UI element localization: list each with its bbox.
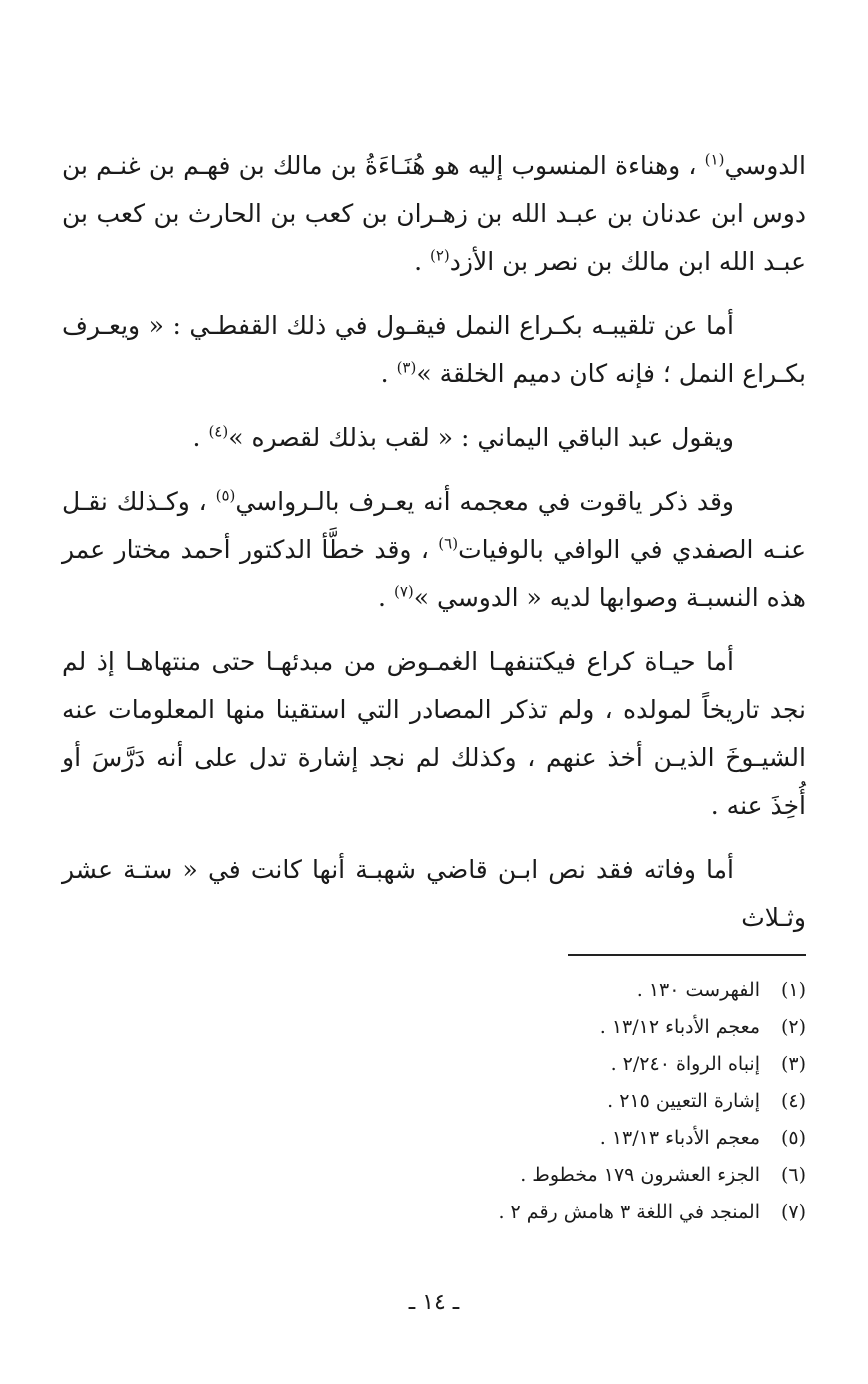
footnote-number: (١) — [780, 979, 806, 1001]
footnote-ref: (٧) — [393, 582, 414, 601]
text-run: ، وهناءة المنسوب إليه هو هُنَـاءَةُ بن مالك بن فهـم بن غنـم بن دوس ابن عدنان بن عبـد الله بن زهـران بن كعب بن الحارث بن كعب بن عبـد الله ابن مالك بن نصر بن الأزد — [62, 151, 806, 276]
footnote-2 — [386, 1009, 806, 1046]
text-run: . — [378, 583, 394, 612]
text-run: ، وقد خطَّأ الدكتور أحمد مختار عمر هذه النسبـة وصوابها لديه « الدوسي » — [62, 535, 806, 612]
footnote-text: إشارة التعيين ٢١٥ . — [607, 1090, 760, 1112]
footnote-ref: (٥) — [215, 486, 236, 505]
text-run: . — [380, 359, 397, 388]
paragraph-death: أما وفاته فقد نص ابـن قاضي شهبـة أنها كانت في « ستـة عشر وثـلاث — [62, 855, 806, 932]
footnote-3 — [386, 1046, 806, 1083]
footnote-ref: (١) — [704, 150, 725, 169]
body-text — [62, 142, 806, 958]
footnote-number: (٧) — [780, 1201, 806, 1223]
footnote-number: (٢) — [780, 1016, 806, 1038]
text-run: ، وكـذلك نقـل عنـه الصفدي في الوافي بالوفيات — [62, 487, 806, 564]
footnote-number: (٥) — [780, 1127, 806, 1149]
text-run: . — [192, 423, 209, 452]
text-run: . — [414, 247, 430, 276]
footnote-text: معجم الأدباء ١٣/١٢ . — [599, 1016, 760, 1038]
footnote-text: الفهرست ١٣٠ . — [636, 979, 760, 1001]
footnote-text: معجم الأدباء ١٣/١٣ . — [599, 1127, 760, 1149]
text-run: ويقول عبد الباقي اليماني : « لقب بذلك لقصره » — [228, 423, 734, 452]
footnote-7 — [386, 1194, 806, 1231]
text-run: وقد ذكر ياقوت في معجمه أنه يعـرف بالـرواسي — [235, 487, 734, 516]
footnote-number: (٤) — [780, 1090, 806, 1112]
paragraph-life: أما حيـاة كراع فيكتنفهـا الغمـوض من مبدئهـا حتى منتهاهـا إذ لم نجد تاريخاً لمولده ، ولم تذكر المصادر التي استقينا منها المعلومات عنه الشيـوخَ الذيـن أخذ عنهم ، وكذلك لم نجد إشارة تدل على أنه دَرَّسَ أو أُخِذَ عنه . — [62, 647, 806, 820]
text-run: الدوسي — [724, 151, 806, 180]
paragraph-yaqut — [62, 478, 806, 622]
footnote-5 — [386, 1120, 806, 1157]
footnote-4 — [386, 1083, 806, 1120]
footnote-separator — [568, 954, 806, 956]
paragraph-yamani-quote — [62, 414, 806, 462]
footnote-text: المنجد في اللغة ٣ هامش رقم ٢ . — [498, 1201, 760, 1223]
footnote-ref: (٣) — [396, 358, 417, 377]
footnotes — [386, 972, 806, 1231]
paragraph-lineage — [62, 142, 806, 286]
footnote-number: (٦) — [780, 1164, 806, 1186]
footnote-ref: (٤) — [208, 422, 229, 441]
text-run: أما عن تلقيبـه بكـراع النمل فيقـول في ذلك القفطـي : « ويعـرف بكـراع النمل ؛ فإنه كان دميم الخلقة » — [62, 311, 806, 388]
footnote-number: (٣) — [780, 1053, 806, 1075]
paragraph-nickname — [62, 302, 806, 398]
footnote-text: إنباه الرواة ٢/٢٤٠ . — [610, 1053, 760, 1075]
footnote-text: الجزء العشرون ١٧٩ مخطوط . — [520, 1164, 760, 1186]
footnote-1 — [386, 972, 806, 1009]
footnote-6 — [386, 1157, 806, 1194]
footnote-ref: (٦) — [438, 534, 459, 553]
footnote-ref: (٢) — [429, 246, 450, 265]
page-number: ـ ١٤ ـ — [408, 1290, 460, 1315]
